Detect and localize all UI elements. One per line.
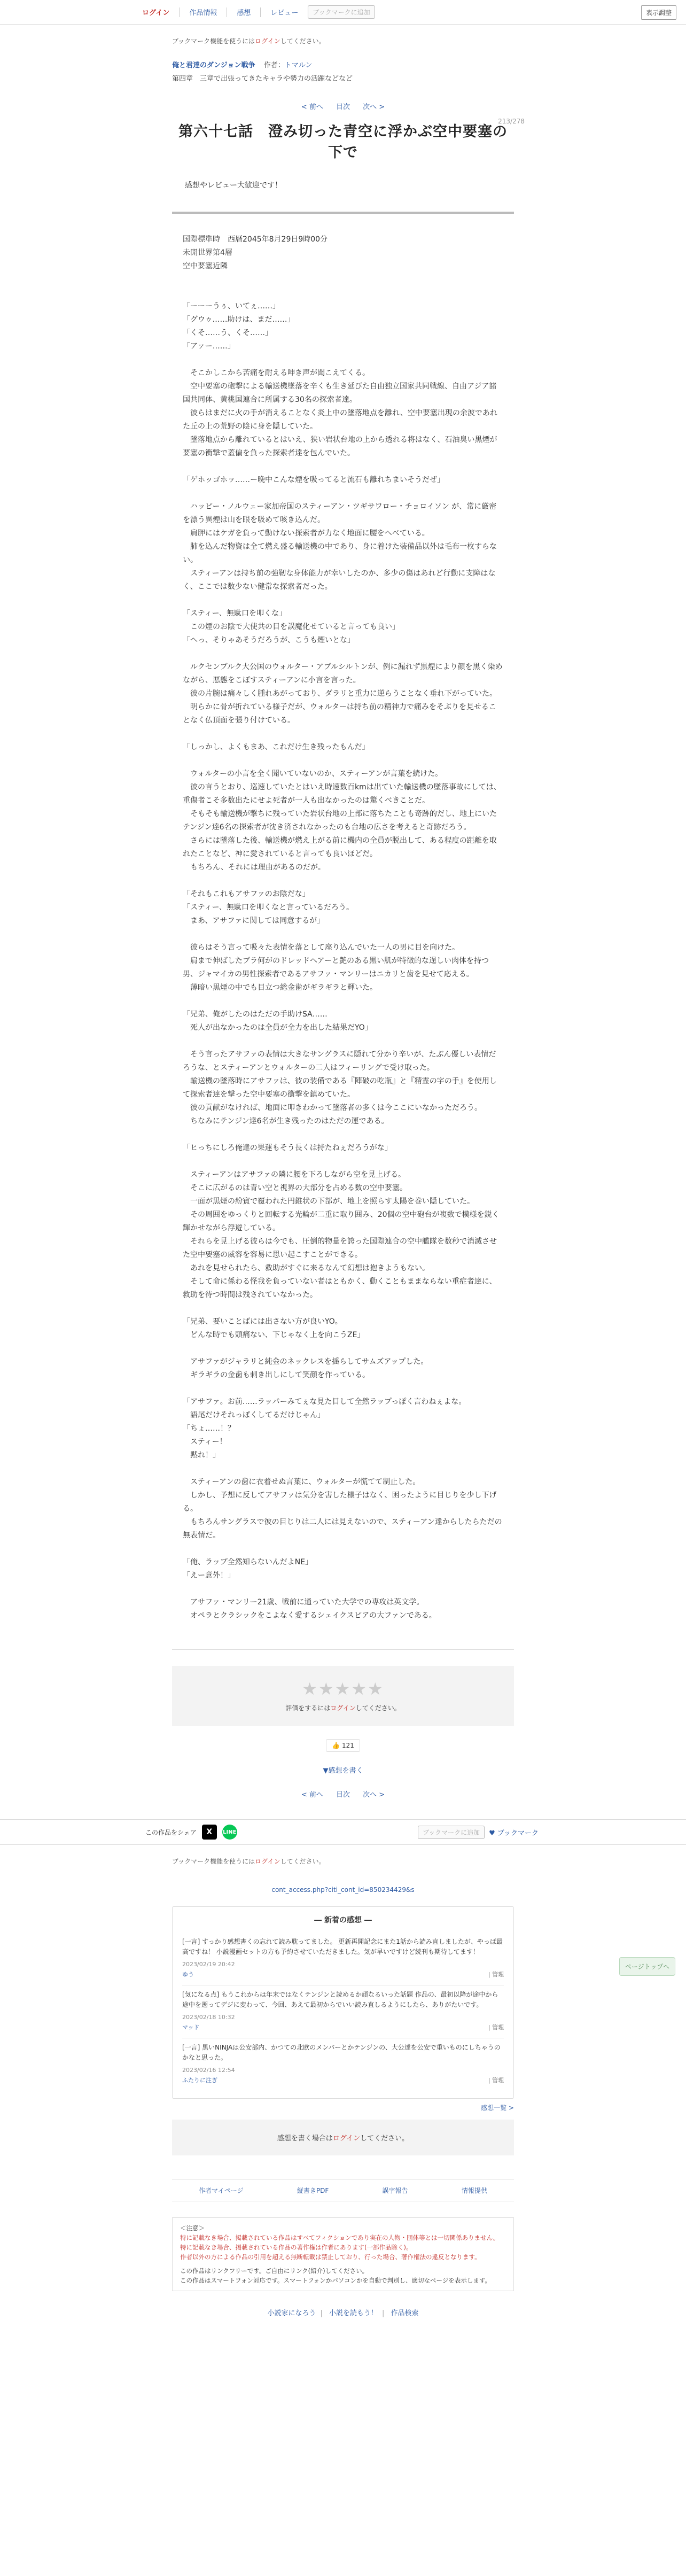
body-paragraph: 未開世界第4層 [183,249,232,257]
body-paragraph: さらには墜落した後、輸送機が燃え上がる前に機内の全員が脱出して、ある程度の距離を取れたことなど、神に愛されていると言っても良いほどだ。 [183,836,497,858]
line-share-icon[interactable]: LINE [222,1825,237,1840]
body-paragraph: アサファ・マンリー21歳、戦前に通っていた大学での専攻は英文学。 [183,1598,424,1607]
blank-line [183,353,503,367]
top-bar [0,0,686,25]
impression-date: 2023/02/18 10:32 [182,2014,235,2021]
impression-text: [一言] 黒いNINJAは公安部内、かつての北欧のメンバーとかテンジンの、大公達を公安で重いものにしちゃうのかなと思った。 [182,2044,501,2061]
impression-item [182,1933,504,1985]
impression-user[interactable]: ふたりに注ぎ [182,2077,217,2084]
nav-divider [260,7,261,17]
footer-links [172,2307,514,2317]
caution-red-text: 作者以外の方による作品の引用を超える無断転載は禁止しており、行った場合、著作権法の違反となります。 [180,2253,481,2261]
top-nav [142,5,375,19]
blank-line [183,273,503,286]
body-paragraph: その周囲をゆっくりと回転する光輪が二重に取り囲み、20個の空中砲台が複数で模様を鋭く輝かせながら浮遊している。 [183,1211,500,1232]
blank-line [183,1462,503,1476]
caution-heading: ＜注意＞ [180,2224,205,2232]
series-title-link[interactable]: 俺と君達のダンジョン戦争 [172,61,255,69]
like-count: 121 [341,1742,354,1749]
body-paragraph: 黙れ！」 [183,1451,220,1460]
blank-line [183,487,503,500]
like-button[interactable] [326,1739,360,1752]
caution-text: この作品はスマートフォン対応です。スマートフォンかパソコンかを自動で判別し、適切なページを表示します。 [180,2277,491,2284]
nav-work-info[interactable]: 作品情報 [189,9,217,17]
page-number: 213/278 [498,118,525,125]
body-paragraph: 「兄弟、俺がしたのはただの手助けSA…… [183,1010,328,1019]
impression-user[interactable]: ゆう [182,1971,194,1978]
impression-report[interactable]: | 管理 [488,2024,504,2031]
blank-line [183,647,503,661]
next-link[interactable]: 次へ > [363,103,385,111]
body-paragraph: そう言ったアサファの表情は大きなサングラスに隠れて分かり辛いが、たぶん優しい表情だろうな、とスティーアンとウォルターの二人はフィーリングで受け取った。 [183,1050,496,1072]
blank-line [183,874,503,888]
blank-line [183,594,503,607]
body-paragraph: 「へっ、そりゃあそうだろうが、こうも煙いとな」 [183,636,355,645]
share-label: この作品をシェア [145,1828,197,1836]
nav-reviews[interactable]: レビュー [270,9,299,17]
share-bar [0,1819,686,1845]
body-paragraph: そこに広がるのは青い空と視界の大部分を占める数の空中要塞。 [183,1184,407,1192]
body-paragraph: 「俺、ラップ全然知らないんだよNE」 [183,1558,313,1566]
body-paragraph: 肩まで伸ばしたブラ何がのドレッドヘアーと艶のある黒い肌が特徴的な逞しい肉体を持つ男、ジャマイカの男性探索者であるアサファ・マンリーはニカリと歯を見せて応える。 [183,957,489,979]
rating-text: してください。 [355,1704,401,1712]
bottom-links [172,2179,514,2201]
body-paragraph: 死人が出なかったのは全員が全力を出した結果だYO」 [183,1023,372,1032]
caution-box [172,2217,514,2291]
pager-top [172,101,514,111]
impression-date: 2023/02/19 20:42 [182,1961,235,1968]
impression-date: 2023/02/16 12:54 [182,2067,235,2074]
bookmark-add-button[interactable]: ♥ ブックマーク [489,1829,539,1837]
nav-impressions[interactable]: 感想 [237,9,251,17]
main-column [172,36,525,1650]
write-impression-link[interactable]: ▼感想を書く [323,1767,363,1775]
notice-text: ブックマーク機能を使うには [172,1858,255,1865]
body-paragraph: そして命に係わる怪我を負っていない者はともかく、動くこともままならない重症者達に、救助を待つ時間は残されていなかった。 [183,1277,497,1299]
notice-text: してください。 [280,1858,325,1865]
body-paragraph: 空中要塞近隣 [183,262,228,270]
impression-login-link[interactable]: ログイン [332,2135,361,2143]
lower-column [172,1857,514,2317]
body-paragraph: 「グウゥ……助けは、まだ……」 [183,315,295,324]
blank-line [183,1342,503,1355]
thumbs-up-icon: 👍 [332,1742,340,1749]
impressions-heading: ― 新着の感想 ― [314,1916,372,1925]
body-paragraph: 空中要塞の砲撃による輸送機墜落を辛くも生き延びた自由独立国家共同戦線、自由アジア諸国共同体、黄桃国連合に所属する30名の探索者達。 [183,382,497,404]
notice-text: ブックマーク機能を使うには [172,37,255,45]
body-paragraph: 「それもこれもアサファのお陰だな」 [183,890,310,898]
notice-text: してください。 [280,37,325,45]
author-link[interactable]: トマルン [284,61,313,69]
body-paragraph: 「ゲホッゴホッ……ー晩中こんな煙を吸ってると流石も離れちまいそうだぜ」 [183,476,445,484]
body-paragraph: 肩胛にはケガを負って動けない探索者が力なく地面に腰をへべている。 [183,529,430,538]
body-paragraph: もちろんサングラスで彼の目じりは二人には見えないので、スティーアン達からしたらただの無表情だ。 [183,1518,502,1540]
body-paragraph: 「ヒっちにしろ俺達の果運もそう長くは持たねぇだろうがな」 [183,1144,392,1152]
impression-report[interactable]: | 管理 [488,1971,504,1978]
impression-report[interactable]: | 管理 [488,2077,504,2084]
body-paragraph: 輸送機の墜落時にアサファは、彼の装備である『陣破の吃瓶』と『精霊の字の手』を使用して探索者達を撃った空中要塞の衝撃を鎮めていた。 [183,1077,497,1099]
body-paragraph: 薄暗い黒煙の中でも目立つ総金歯がギラギラと輝いた。 [183,983,377,992]
impressions-list-link[interactable]: 感想一覧 > [481,2104,514,2112]
toc-link[interactable]: 目次 [336,1791,350,1799]
body-paragraph: どんな時でも頭痛ない、下じゃなく上を向こうZE」 [183,1331,365,1339]
body-paragraph: それらを見上げる彼らは今でも、圧倒的物量を誇った国際連合の空中艦隊を数秒で消滅させた空中要塞の威容を容易に思い起こすことができる。 [183,1237,497,1259]
body-paragraph: ギラギラの金歯も刺き出しにして笑顔を作っている。 [183,1371,370,1379]
login-link[interactable]: ログイン [142,9,170,17]
blank-line [183,1155,503,1168]
body-paragraph: 肺を込んだ物資は全て燃え盛る輸送機の中であり、身に着けた装備品以外は毛布一枚すらない。 [183,542,497,564]
notice-login-link[interactable]: ログイン [255,37,280,45]
body-paragraph: ルクセンブルク大公国のウォルター・アブルシルトンが、例に漏れず黒煙により顔を黒く染めながら、悪態をこぼすスティーアンに小言を言った。 [183,663,503,685]
body-paragraph: 「兄弟、要いことばには出さない方が良いYO。 [183,1317,342,1326]
typo-report-link[interactable]: 誤字報告 [382,2186,408,2194]
impression-login-box [172,2120,514,2155]
body-paragraph: ちなみにテンジン達6名が生き残ったのはただの運である。 [183,1117,389,1126]
vertical-pdf-link[interactable]: 縦書きPDF [297,2186,329,2194]
bookmark-button-disabled: ブックマークに追加 [308,5,375,19]
blank-line [183,1582,503,1596]
caution-red-text: 特に記載なき場合、掲載されている作品の著作権は作者にあります(一部作品除く)。 [180,2244,412,2251]
toc-link[interactable]: 目次 [336,103,350,111]
footer-divider: | [320,2309,323,2317]
author-mypage-link[interactable]: 作者マイページ [199,2186,244,2194]
caution-red-text: 特に記載なき場合、掲載されている作品はすべてフィクションであり実在の人物・団体等とは一切関係ありません。 [180,2234,500,2241]
pager-bottom [0,1789,686,1799]
body-paragraph: 「アサファ。お前……ラッパーみてぇな見た目して全然ラップっぽく言わねぇよな。 [183,1398,466,1406]
body-paragraph: あれを見せられたら、救助がすぐに来るなんて幻想は抱きようもない。 [183,1264,430,1273]
impression-text: [一言] すっかり感想書くの忘れて読み耽ってました。 更新再開記念にまた1話から読み直しましたが、やっぱ最高ですね！ 小説漫画セットの方も予約させていただきました。気が早いですけど続刊も期待してます！ [182,1938,503,1956]
notice-login-link[interactable]: ログイン [255,1858,280,1865]
body-paragraph: 語尾だけそれっぽくしてるだけじゃん」 [183,1411,325,1419]
body-paragraph: そこかしこから苦痛を耐える呻き声が聞こえてくる。 [183,369,370,377]
recent-impressions [172,1906,514,2099]
footer-link[interactable]: 小説家になろう [267,2309,316,2317]
body-paragraph: 彼の片腕は痛々しく腫れあがっており、ダラリと重力に逆らうことなく垂れ下がっていた。 [183,689,497,698]
impression-text: [気になる点] もうこれからは年末ではなくテンジンと読めるか頑なるいった話題 作品の、最初以降が途中から途中を遡ってデジに変わって、今回、あえて最初からでいい読み直しるようにしたら、ありがたいです。 [182,1991,498,2008]
blank-line [183,1035,503,1048]
chapter-title: 第四章 三章で出張ってきたキャラや勢力の活躍などなど [172,75,353,83]
blank-line [183,1302,503,1315]
footer-link[interactable]: 作品検索 [391,2309,419,2317]
impression-item [182,1985,504,2038]
body-end-divider [172,1649,514,1650]
author-label: 作者： [263,61,285,69]
episode-body [172,233,514,1623]
body-paragraph: 彼の言うとおり、巡速していたとはいえ時速数百kmは出ていた輸送機の墜落事故にしては、重傷者こそ多数出たにせよ死者が一人も出なかったのは驚くべきことだ。 [183,783,501,805]
body-paragraph: ハッピー・ノルウェー家加帝国のスティーアン・ツギサワロー・チョロイソン が、常に厳密を漂う異煙は山を眼を吸めて咳き込んだ。 [183,502,497,524]
body-paragraph: 「しっかし、よくもまあ、これだけ生き残ったもんだ」 [183,743,370,751]
impression-user[interactable]: マッド [182,2024,200,2031]
body-paragraph: スティーアンは持ち前の強靭な身体能力が幸いしたのか、多少の傷はあれど行動に支障はなく、ここでは数少ない健常な探索者だった。 [183,569,496,591]
rating-box [172,1666,514,1726]
blank-line [183,995,503,1008]
rating-login-link[interactable]: ログイン [330,1704,356,1712]
body-paragraph: 「スティー、無駄口を叩くな」 [183,609,287,618]
episode-title: 第六十七話 澄み切った青空に浮かぶ空中要塞の下で [178,123,508,161]
login-prompt-text: してください。 [360,2135,409,2143]
body-paragraph: 彼らはまだに火の手が消えることなく炎上中の墜落地点を離れ、空中要塞出現の余波であれた丘の上の荒野の陰に身を隠していた。 [183,409,497,431]
display-settings-button[interactable]: 表示調整 [641,5,676,20]
next-link[interactable]: 次へ > [363,1791,385,1799]
body-paragraph: 「ちょ……！？ [183,1424,235,1433]
preface-text: 感想やレビュー大歓迎です！ [185,181,282,190]
body-paragraph: 明らかに骨が折れている様子だが、ウォルターは持ち前の精神力で痛みをそぶりを見せることなく仏頂面を張り付けている。 [183,703,496,725]
bookmark-notice [172,36,514,45]
body-paragraph: 「えー意外！」 [183,1571,235,1580]
prev-link[interactable]: < 前へ [301,103,323,111]
rating-text: 評価をするには [285,1704,331,1712]
body-paragraph: 「アァー……」 [183,342,235,351]
body-paragraph: 「スティー、無駄口を叩くなと言っているだろう。 [183,903,354,912]
body-paragraph: スティーアンはアサファの隣に腰を下ろしながら空を見上げる。 [183,1170,406,1179]
blank-line [183,1542,503,1556]
body-paragraph: もちろん、それには理由があるのだが。 [183,863,325,872]
bookmark-notice-bottom [172,1857,514,1866]
preface-divider [172,212,514,214]
rating-notice [172,1703,514,1712]
body-paragraph: 「くそ……う、くそ……」 [183,329,272,337]
blank-line [183,1128,503,1142]
blank-line [183,286,503,300]
body-paragraph: スティー！ [183,1438,227,1446]
bookmark-button-disabled: ブックマークに追加 [418,1826,485,1839]
blank-line [183,727,503,741]
series-info [172,59,514,83]
prev-link[interactable]: < 前へ [301,1791,323,1799]
body-paragraph: しかし、予想に反してアサファは気分を害した様子はなく、困ったように目じりを少し下げる。 [183,1491,497,1513]
impression-item [182,2038,504,2091]
footer-link[interactable]: 小説を読もう！ [329,2309,378,2317]
page-top-button[interactable]: ページトップへ [619,1957,675,1976]
x-share-icon[interactable]: X [202,1825,217,1840]
login-prompt-text: 感想を書く場合は [277,2135,333,2143]
body-paragraph: 「ーーーうぅ、いてぇ……」 [183,302,280,311]
body-paragraph: ウォルターの小言を全く聞いていないのか、スティーアンが言葉を続けた。 [183,770,443,778]
body-paragraph: そもそも輸送機が撃ちに残っていた岩状台地の上部に落ちたことも奇跡的だし、地上にいたテンジン達6名の探索者が沈き済されなかったのも台地の広さを考えると奇跡だろう。 [183,810,497,832]
star-rating-icon[interactable]: ★★★★★ [302,1679,384,1699]
likes-row [0,1739,686,1752]
share-bookmark-group [418,1826,539,1839]
body-paragraph: 彼らはそう言って吸々た表情を落として座り込んでいた一人の男に目を向けた。 [183,943,459,952]
body-paragraph: オペラとクラシックをこよなく愛するシェイクスピアの大ファンである。 [183,1611,436,1620]
body-paragraph: スティーアンの歯に衣着せぬ言葉に、ウォルターが慌てて制止した。 [183,1478,420,1486]
body-paragraph: 墜落地点から離れているとはいえ、狭い岩状台地の上から透れる将はなく、石油臭い黒煙が要塞の衝撃で蓋偏を負った探索者達を包んでいた。 [183,436,497,457]
blank-line [183,460,503,474]
nav-divider [179,7,180,17]
info-report-link[interactable]: 情報提供 [461,2186,487,2194]
body-paragraph: この煙のお陰で大使共の目を誤魔化せていると言っても良い」 [183,623,400,631]
body-paragraph: まあ、アサファに関しては同意するが」 [183,917,325,925]
body-paragraph: 国際標準時 西暦2045年8月29日9時00分 [183,235,328,244]
footer-divider: | [382,2309,385,2317]
caution-text: この作品はリンクフリーです。ご自由にリンク(紹介)してください。 [180,2267,369,2275]
body-paragraph: 彼の貢献がなければ、地面に叩きわかって墜落者の多くは今ここにいなかっただろう。 [183,1104,482,1112]
body-paragraph: アサファがジャラリと純金のネックレスを揺らしてサムズアップした。 [183,1357,428,1366]
blank-line [183,754,503,767]
broken-image[interactable]: cont_access.php?citi_cont_id=850234429&s [271,1886,415,1894]
blank-line [183,928,503,941]
blank-line [183,1382,503,1395]
body-paragraph: 一面が黒煙の紛賓で覆われた円錐状の下部が、地上を照らす太陽を巻い隠していた。 [183,1197,474,1206]
